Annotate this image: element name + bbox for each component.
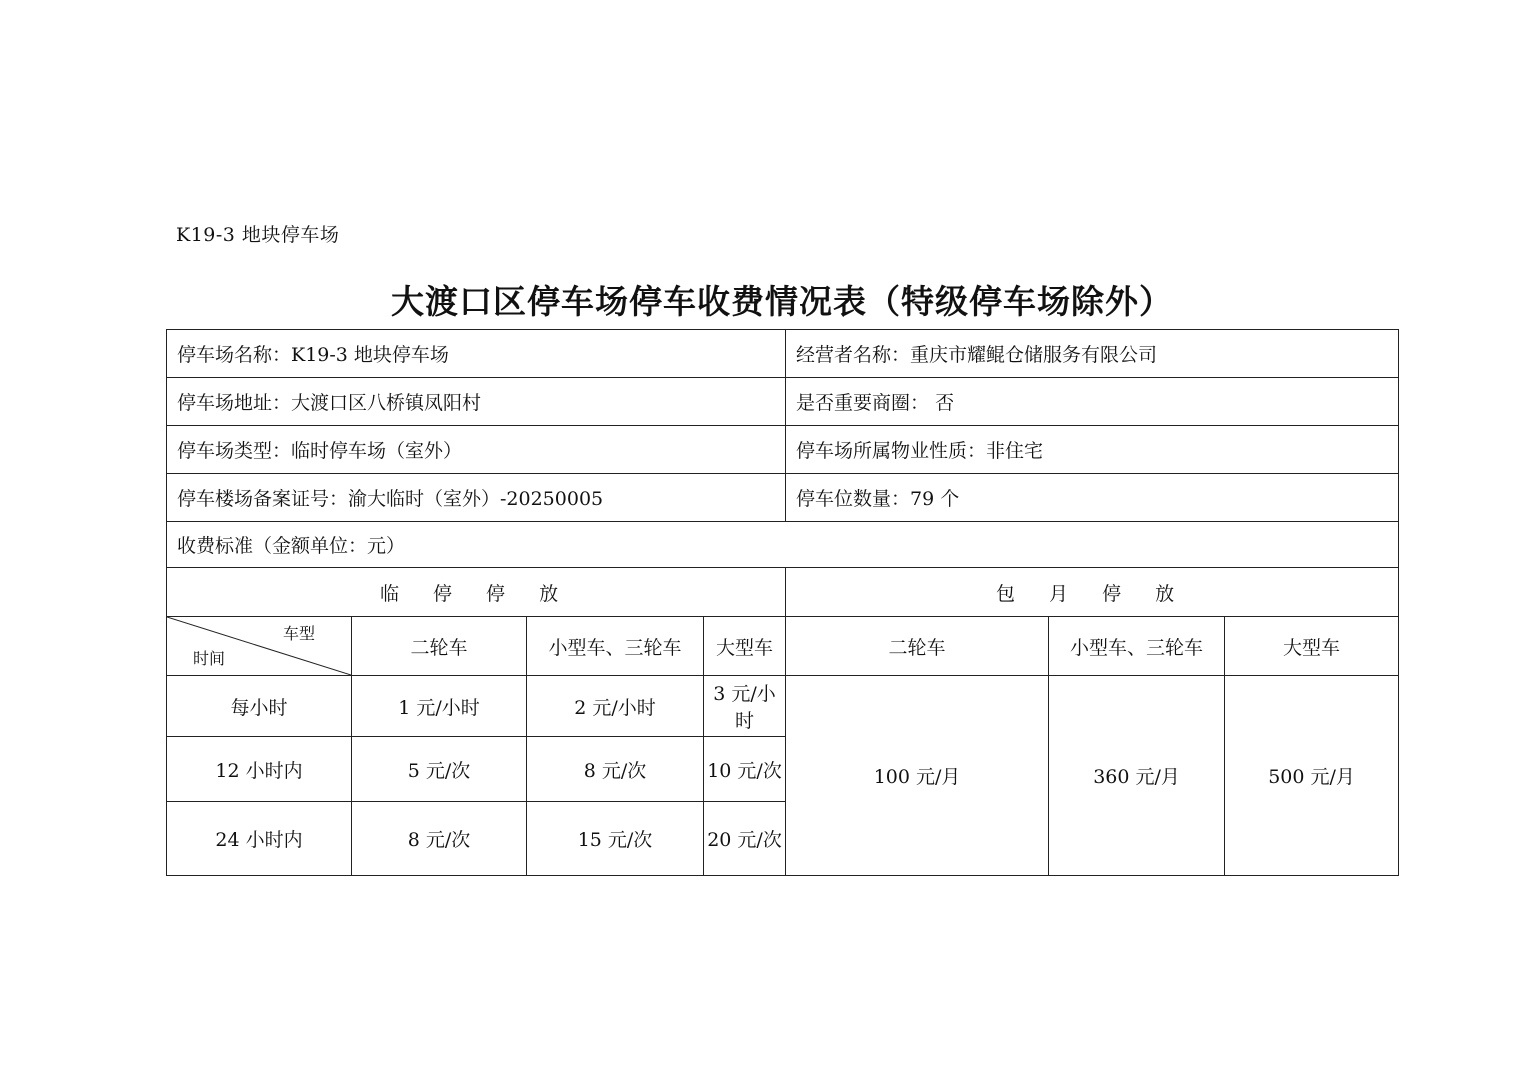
- page-title: 大渡口区停车场停车收费情况表（特级停车场除外）: [391, 282, 1173, 321]
- fee-table: [166, 329, 1399, 876]
- operator-cell: 经营者名称：重庆市耀鲲仓储服务有限公司: [786, 330, 1399, 378]
- key-district-cell: 是否重要商圈： 否: [786, 378, 1399, 426]
- filing-number-cell: 停车楼场备案证号：渝大临时（室外）-20250005: [167, 474, 786, 522]
- temp-two-wheel-header: 二轮车: [352, 617, 527, 676]
- diagonal-header-cell: [167, 617, 352, 676]
- spaces-cell: 停车位数量：79 个: [786, 474, 1399, 522]
- price-cell: 15 元/次: [527, 802, 704, 876]
- lot-type-cell: 停车场类型：临时停车场（室外）: [167, 426, 786, 474]
- price-cell: 3 元/小时: [704, 676, 786, 737]
- monthly-large-price: 500 元/月: [1225, 676, 1399, 876]
- temp-small-three-header: 小型车、三轮车: [527, 617, 704, 676]
- monthly-two-wheel-header: 二轮车: [786, 617, 1049, 676]
- table-row: [167, 676, 1399, 737]
- monthly-two-wheel-price: 100 元/月: [786, 676, 1049, 876]
- property-nature-cell: 停车场所属物业性质：非住宅: [786, 426, 1399, 474]
- address-cell: 停车场地址：大渡口区八桥镇凤阳村: [167, 378, 786, 426]
- info-row: [167, 330, 1399, 378]
- info-row: [167, 474, 1399, 522]
- fee-standard-cell: 收费标准（金额单位：元）: [167, 522, 1399, 568]
- info-row: [167, 378, 1399, 426]
- monthly-parking-header: 包 月 停 放: [786, 568, 1399, 617]
- monthly-small-three-price: 360 元/月: [1049, 676, 1225, 876]
- info-row: [167, 426, 1399, 474]
- time-cell: 每小时: [167, 676, 352, 737]
- vehicle-type-label: 车型: [282, 624, 315, 643]
- temporary-parking-header: 临 停 停 放: [167, 568, 786, 617]
- column-header-row: [167, 617, 1399, 676]
- price-cell: 8 元/次: [352, 802, 527, 876]
- monthly-small-three-header: 小型车、三轮车: [1049, 617, 1225, 676]
- time-cell: 12 小时内: [167, 737, 352, 802]
- document-caption: K19-3 地块停车场: [176, 224, 340, 246]
- info-row: [167, 522, 1399, 568]
- monthly-large-header: 大型车: [1225, 617, 1399, 676]
- time-label: 时间: [193, 649, 226, 668]
- price-cell: 8 元/次: [527, 737, 704, 802]
- price-cell: 2 元/小时: [527, 676, 704, 737]
- price-cell: 5 元/次: [352, 737, 527, 802]
- price-cell: 1 元/小时: [352, 676, 527, 737]
- section-header-row: [167, 568, 1399, 617]
- price-cell: 20 元/次: [704, 802, 786, 876]
- time-cell: 24 小时内: [167, 802, 352, 876]
- lot-name-cell: 停车场名称：K19-3 地块停车场: [167, 330, 786, 378]
- price-cell: 10 元/次: [704, 737, 786, 802]
- temp-large-header: 大型车: [704, 617, 786, 676]
